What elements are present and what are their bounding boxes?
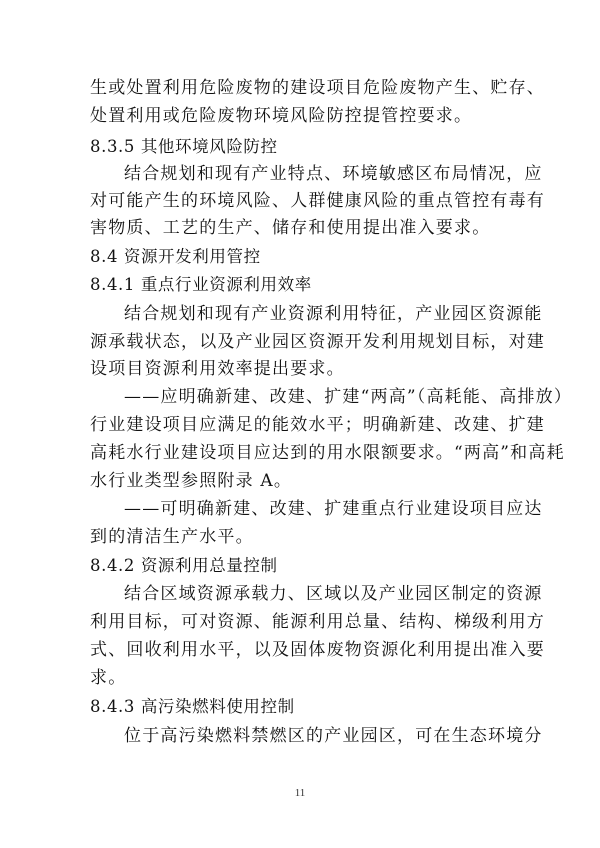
body-text-line: 生或处置利用危险废物的建设项目危险废物产生、贮存、 [90, 78, 545, 98]
section-heading-8-4: 8.4 资源开发利用管控 [90, 247, 261, 266]
body-text-line: 水行业类型参照附录 A。 [90, 471, 293, 491]
body-text-line: 利用目标，可对资源、能源利用总量、结构、梯级利用方 [90, 612, 545, 632]
body-text-line: 处置利用或危险废物环境风险防控提管控要求。 [90, 106, 473, 126]
body-text-line: 源承载状态，以及产业园区资源开发利用规划目标，对建 [90, 332, 545, 352]
body-text-line: ——可明确新建、改建、扩建重点行业建设项目应达 [124, 499, 543, 519]
body-text-line: 对可能产生的环境风险、人群健康风险的重点管控有毒有 [90, 191, 545, 211]
body-text-line: 设项目资源利用效率提出要求。 [90, 359, 345, 379]
body-text-line: 结合规划和现有产业资源利用特征，产业园区资源能 [124, 304, 543, 324]
body-text-line: 害物质、工艺的生产、储存和使用提出准入要求。 [90, 218, 491, 238]
section-heading-8-3-5: 8.3.5 其他环境风险防控 [90, 137, 278, 156]
page-number: 11 [294, 787, 306, 799]
section-heading-8-4-1: 8.4.1 重点行业资源利用效率 [90, 275, 312, 294]
body-text-line: 位于高污染燃料禁燃区的产业园区，可在生态环境分 [124, 726, 543, 746]
body-text-line: 求。 [90, 668, 127, 688]
body-text-line: 结合规划和现有产业特点、环境敏感区布局情况，应 [124, 164, 543, 184]
body-text-line: 结合区域资源承载力、区域以及产业园区制定的资源 [124, 584, 543, 604]
body-text-line: 式、回收利用水平，以及固体废物资源化利用提出准入要 [90, 640, 545, 660]
body-text-line: 高耗水行业建设项目应达到的用水限额要求。“两高”和高耗 [90, 443, 565, 463]
section-heading-8-4-3: 8.4.3 高污染燃料使用控制 [90, 697, 295, 716]
body-text-line: ——应明确新建、改建、扩建“两高”（高耗能、高排放） [124, 387, 573, 407]
body-text-line: 到的清洁生产水平。 [90, 527, 254, 547]
section-heading-8-4-2: 8.4.2 资源利用总量控制 [90, 556, 278, 575]
body-text-line: 行业建设项目应满足的能效水平；明确新建、改建、扩建 [90, 415, 545, 435]
